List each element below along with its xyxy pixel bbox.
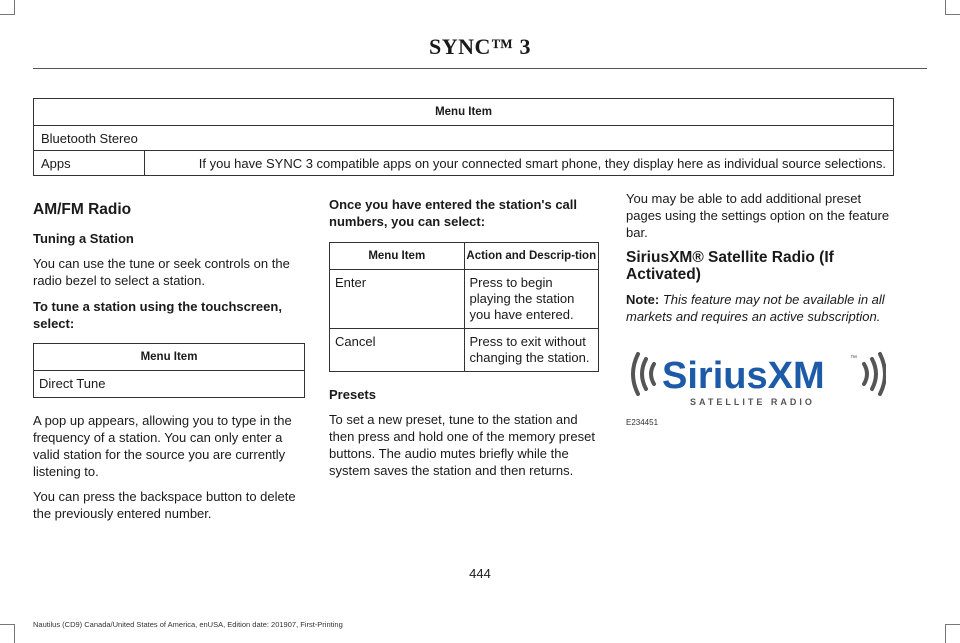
note-text: This feature may not be available in all markets and requires an active subscription. (626, 292, 885, 324)
direct-tune-table (33, 343, 305, 398)
paragraph: You can press the backspace button to delete the previously entered number. (33, 489, 296, 521)
siriusxm-logo (626, 342, 886, 412)
crop-mark-bottom-right (945, 624, 960, 643)
table-cell: Bluetooth Stereo (34, 126, 894, 151)
subheading: Presets (329, 387, 376, 402)
table-cell: Cancel (330, 329, 465, 372)
section-title: SiriusXM® Satellite Radio (If Activated) (626, 249, 834, 283)
table-row (330, 329, 599, 372)
table-header: Menu Item (34, 99, 894, 126)
enter-cancel-table (329, 242, 599, 372)
instruction: Once you have entered the station's call numbers, you can select: (329, 197, 578, 229)
figure-label: E234451 (626, 418, 659, 427)
table-cell: Press to exit without changing the station. (464, 329, 599, 372)
logo-wordmark: SiriusXM (662, 355, 825, 397)
column-3 (626, 190, 898, 325)
header-rule (33, 68, 927, 69)
footer-edition: Nautilus (CD9) Canada/United States of America, enUSA, Edition date: 201907, First-Printing (33, 620, 343, 629)
column-1 (33, 201, 305, 522)
table-cell: Enter (330, 270, 465, 329)
table-header: Menu Item (34, 344, 305, 371)
table-row (34, 371, 305, 398)
table-cell: If you have SYNC 3 compatible apps on your connected smart phone, they display here as individual source selections. (145, 151, 894, 176)
sirius-dog-waves-icon (626, 342, 886, 412)
crop-mark-top-left (0, 0, 15, 15)
logo-tm: ™ (850, 355, 857, 362)
column-2 (329, 196, 599, 479)
note-label: Note: (626, 292, 660, 307)
paragraph: A pop up appears, allowing you to type in the frequency of a station. You can only enter a valid station for the source you are currently listening to. (33, 413, 292, 479)
page-header-title: SYNC™ 3 (429, 34, 531, 59)
section-title: AM/FM Radio (33, 201, 132, 218)
paragraph: You may be able to add additional preset pages using the settings option on the feature bar. (626, 191, 890, 240)
table-row (34, 126, 894, 151)
paragraph: You can use the tune or seek controls on the radio bezel to select a station. (33, 256, 290, 288)
paragraph: To set a new preset, tune to the station and then press and hold one of the memory preset buttons. The audio mutes briefly while the system saves the station and then returns. (329, 412, 595, 478)
crop-mark-bottom-left (0, 624, 15, 643)
crop-mark-top-right (945, 0, 960, 15)
table-cell: Direct Tune (34, 371, 305, 398)
note (626, 291, 898, 325)
page-number: 444 (469, 566, 491, 581)
table-header: Action and Descrip-tion (464, 243, 599, 270)
table-cell: Apps (34, 151, 145, 176)
subheading: Tuning a Station (33, 231, 134, 246)
table-row (330, 270, 599, 329)
instruction: To tune a station using the touchscreen, select: (33, 299, 282, 331)
table-cell: Press to begin playing the station you have entered. (464, 270, 599, 329)
table-header: Menu Item (330, 243, 465, 270)
menu-item-table (33, 98, 894, 176)
table-row (34, 151, 894, 176)
logo-tagline: SATELLITE RADIO (690, 397, 815, 407)
